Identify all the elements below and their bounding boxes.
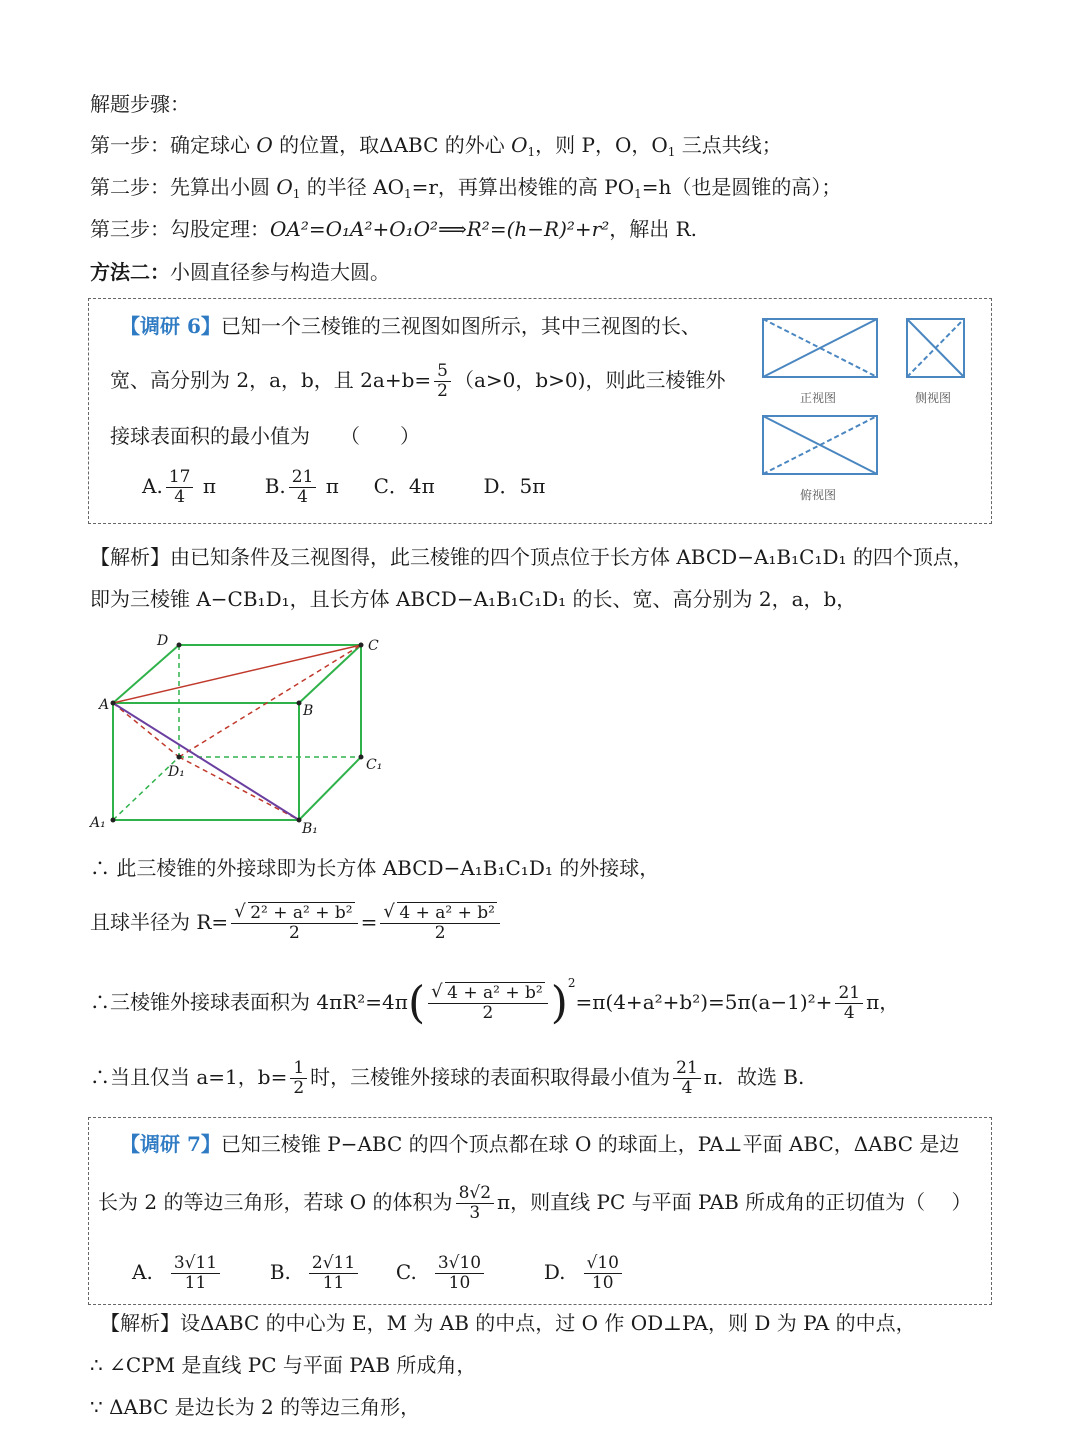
label-A1: A₁ xyxy=(90,815,106,831)
sol6-line-3: ∴ 此三棱锥的外接球即为长方体 ABCD−A₁B₁C₁D₁ 的外接球， xyxy=(90,856,660,880)
sol7-line-1: 【解析】设ΔABC 的中心为 E，M 为 AB 的中点，过 O 作 OD⊥PA，则 D 为 PA 的中点， xyxy=(100,1311,916,1335)
step-1: 第一步：确定球心 O 的位置，取ΔABC 的外心 $O_1$，则 P，O，$O_1$ 三点共线； xyxy=(90,133,782,159)
label-C1: C₁ xyxy=(366,757,383,773)
q6-line-1: 【调研 6】已知一个三棱锥的三视图如图所示，其中三视图的长、 xyxy=(120,314,701,338)
label-B: B xyxy=(303,703,314,719)
front-view xyxy=(763,319,877,377)
front-view-label: 正视图 xyxy=(800,391,837,405)
q6-option-d: D．5π xyxy=(483,474,546,498)
label-D1: D₁ xyxy=(168,764,185,780)
q6-line-3: 接球表面积的最小值为 （ ） xyxy=(110,424,420,448)
top-view xyxy=(763,416,877,474)
q7-options xyxy=(132,1250,625,1294)
sol7-line-2: ∴ ∠CPM 是直线 PC 与平面 PAB 所成角， xyxy=(90,1353,477,1377)
q6-line-2: 宽、高分别为 2，a，b，且 2a+b= $\frac{5}{2}$ （a>0，b>0)，则此三棱锥外 xyxy=(110,361,726,401)
sol6-line-2: 即为三棱锥 A−CB₁D₁，且长方体 ABCD−A₁B₁C₁D₁ 的长、宽、高分别为 2，a，b， xyxy=(90,587,857,611)
q6-options xyxy=(142,466,545,507)
q6-tag: 【调研 6】 xyxy=(120,314,221,338)
side-view xyxy=(907,319,964,377)
steps-heading: 解题步骤： xyxy=(90,92,190,116)
q7-tag: 【调研 7】 xyxy=(120,1132,221,1156)
q6-fraction: $\frac{5}{2}$ xyxy=(434,362,451,401)
q7-option-c: C. $\frac{3√10}{10}$ xyxy=(396,1260,487,1284)
q7-option-b: B. $\frac{2√11}{11}$ xyxy=(270,1260,361,1284)
sol7-line-3: ∵ ΔABC 是边长为 2 的等边三角形， xyxy=(90,1395,421,1419)
label-C: C xyxy=(368,638,379,654)
top-view-label: 俯视图 xyxy=(800,488,837,502)
sol6-line-1: 【解析】由已知条件及三视图得，此三棱锥的四个顶点位于长方体 ABCD−A₁B₁C₁D₁ 的四个顶点， xyxy=(90,545,973,569)
cuboid-figure xyxy=(90,630,400,840)
q7-option-d: D. $\frac{√10}{10}$ xyxy=(544,1260,625,1284)
step-3: 第三步：勾股定理：OA²=O₁A²+O₁O²⟹R²=(h−R)²+r²，解出 R. xyxy=(90,217,698,241)
method-2: 方法二：小圆直径参与构造大圆。 xyxy=(90,260,390,284)
q6-option-b: B. $\frac{21}{4}$ π xyxy=(264,467,339,507)
three-views-figure xyxy=(760,316,980,506)
q6-option-a: A. $\frac{17}{4}$ π xyxy=(142,467,216,507)
label-B1: B₁ xyxy=(302,821,318,837)
q7-option-a: A. $\frac{3√11}{11}$ xyxy=(132,1260,223,1284)
label-A: A xyxy=(99,697,110,713)
q7-line-1: 【调研 7】已知三棱锥 P−ABC 的四个顶点都在球 O 的球面上，PA⊥平面 ABC，ΔABC 是边 xyxy=(120,1132,960,1156)
q6-option-c: C．4π xyxy=(373,474,435,498)
side-view-label: 侧视图 xyxy=(915,391,952,405)
q7-line-2: 长为 2 的等边三角形，若球 O 的体积为 $\frac{8√2}{3}$ π，则直线 PC 与平面 PAB 所成角的正切值为（ ） xyxy=(98,1183,972,1223)
label-D: D xyxy=(157,633,169,649)
step-2: 第二步：先算出小圆 $O_1$ 的半径 $AO_1=r$，再算出棱锥的高 $PO_1=h$（也是圆锥的高）； xyxy=(90,175,842,201)
sol6-radius-line: 且球半径为 R= √ $\frac{\text{2² + a² + b²}}{2}$ = √ $\frac{\text{4 + a² + b²}}{2}$ xyxy=(90,896,503,948)
sol6-area-line: ∴三棱锥外接球表面积为 4πR²=4π( √ $\frac{\text{4 + a² + b²}}{2}$ )$^2$=π(4+a²+b²)=5π(a−1)²+ $\frac{21}{4}$ π， xyxy=(90,972,899,1034)
sol6-conclusion: ∴当且仅当 a=1，b= $\frac{1}{2}$ 时，三棱锥外接球的表面积取得最小值为 $\frac{21}{4}$ π．故选 B. xyxy=(90,1058,805,1098)
